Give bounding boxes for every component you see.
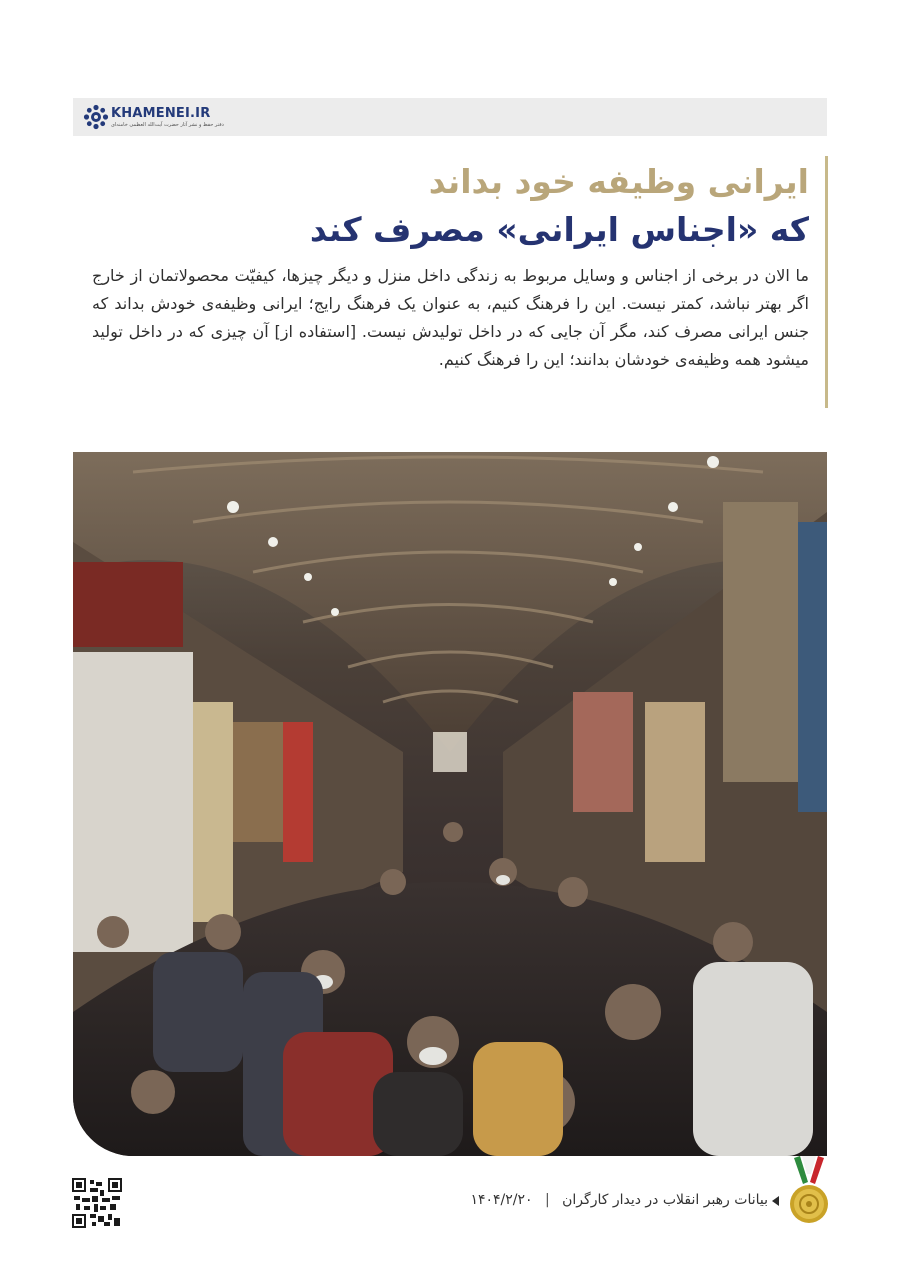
separator: | <box>544 1192 550 1208</box>
triangle-left-icon <box>772 1196 779 1206</box>
logo-text: KHAMENEI.IR <box>111 106 211 121</box>
bazaar-photo <box>73 452 827 1156</box>
title-line-2: که «اجناس ایرانی» مصرف کند <box>309 210 809 249</box>
title-line-1: ایرانی وظیفه خود بداند <box>428 162 809 201</box>
bazaar-illustration <box>73 452 827 1156</box>
logo-subtitle: دفتر حفظ و نشر آثار حضرت آیت‌الله العظمی خامنه‌ای <box>111 122 224 128</box>
logo-bar <box>73 98 827 136</box>
source-text: بیانات رهبر انقلاب در دیدار کارگران <box>562 1192 768 1208</box>
source-date: ۱۴۰۴/۲/۲۰ <box>470 1192 533 1208</box>
medal-icon <box>788 1156 830 1228</box>
source-caption <box>470 1192 768 1208</box>
article-block <box>88 156 828 408</box>
qr-code-icon[interactable] <box>72 1178 122 1228</box>
article-body: ما الان در برخی از اجناس و وسایل مربوط به زندگی داخل منزل و دیگر چیزها، کیفیّت محصولاتمان از خارج اگر بهتر نباشد، کمتر نیست. این را فرهنگ کنیم، به عنوان یک فرهنگ رایج؛ ایرانی وظیفه‌ی خودش بداند که جنس ایرانی مصرف کند، مگر آن جایی که در داخل تولیدش نیست. [استفاده از] آن چیزی که در داخل تولید میشود همه وظیفه‌ی خودشان بدانند؛ این را فرهنگ کنیم. <box>92 266 809 369</box>
khamenei-logo-icon <box>83 104 109 130</box>
